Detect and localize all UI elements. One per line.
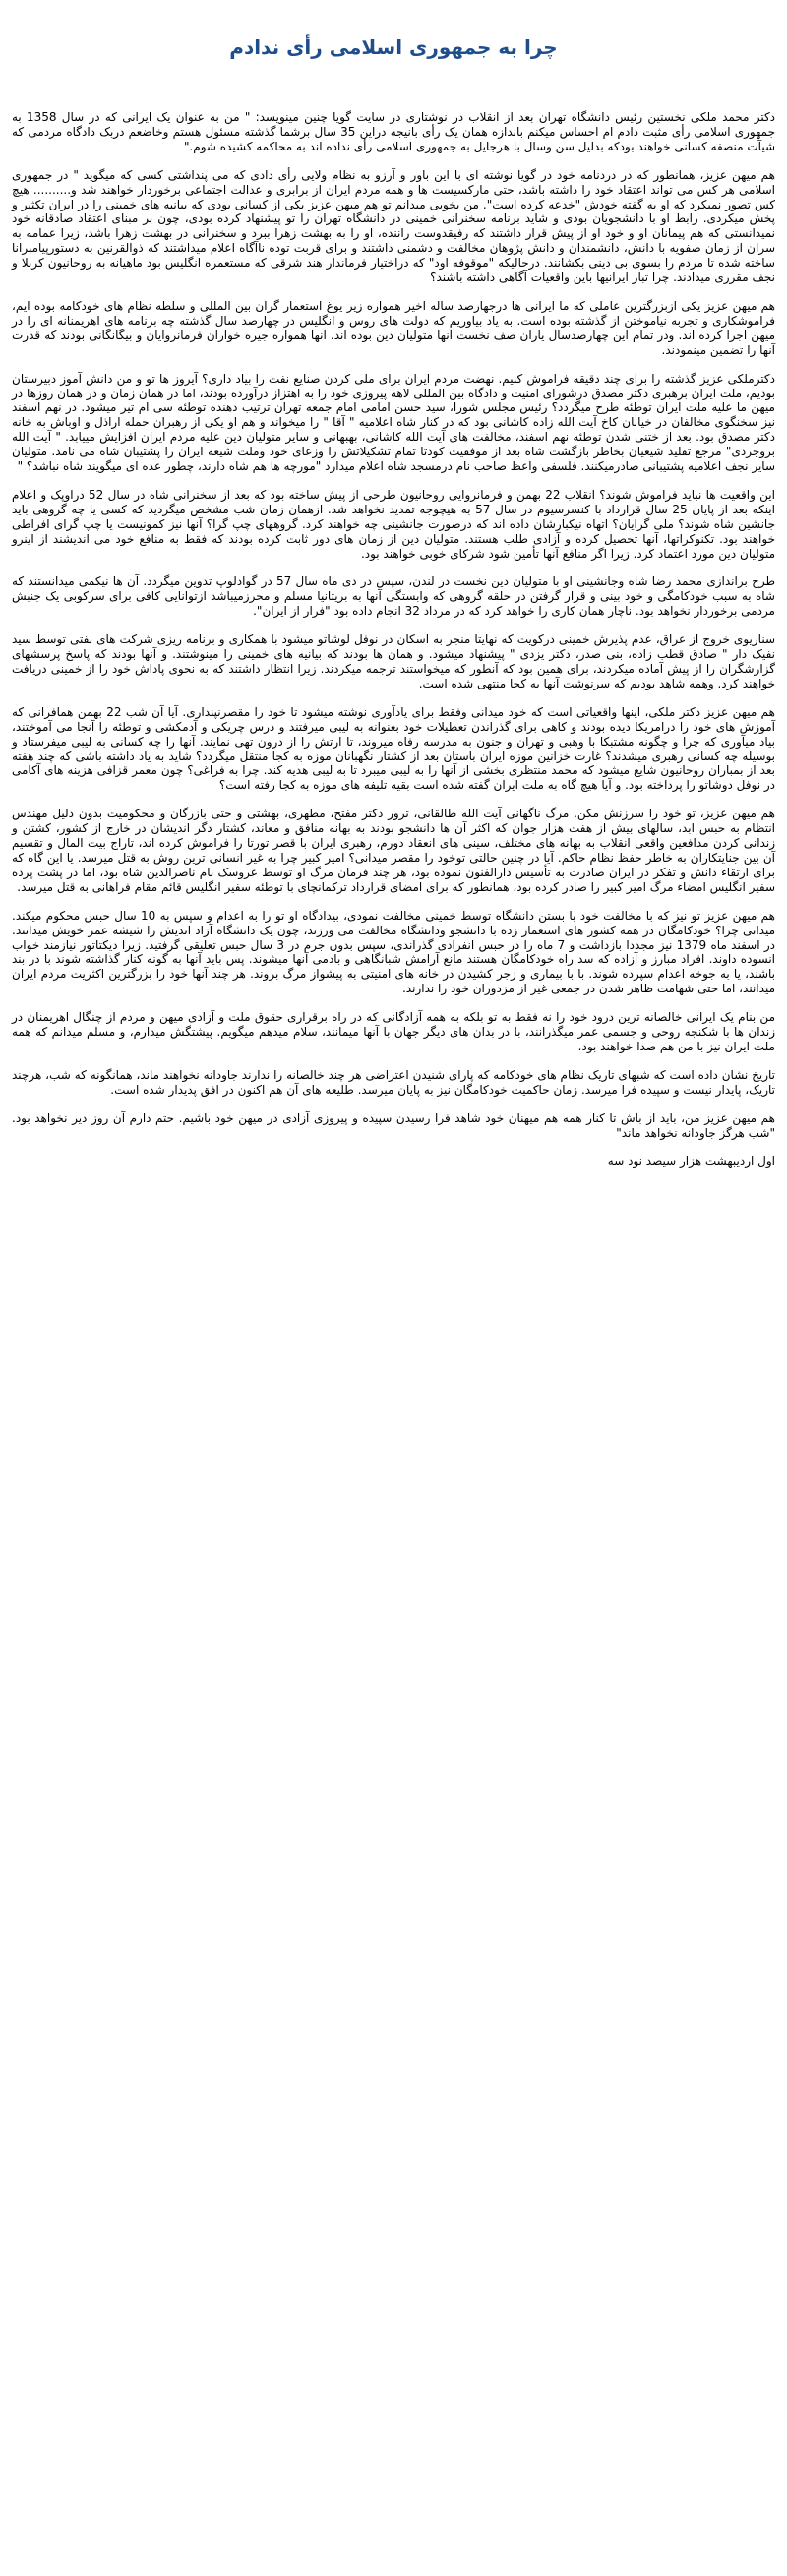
- paragraph-3: هم میهن عزیز یکی ازبزرگترین عاملی که ما ایرانی ها درجهارصد ساله اخیر همواره زیر یوغ استعمار گران بین المللی و سلطه نظام های خودکامه بوده ایم، فراموشکاری و تجربه نیاموختن از گذشته بوده است. به یاد بیاوریم که دولت های روس و انگلیس در چهارصد سال گذشته چه برنامه های اهریمنانه ای را در میهن اجرا کرده اند. ودر تمام این چهارصدسال یاران صف نخست آنها متولیان دین بوده اند. آنها همواره جیره خواران فرمانروایان و بیگانگانی بودند که قدرت آنها را تضمین مینمودند.: [12, 298, 775, 357]
- paragraph-7: سناریوی خروج از عراق، عدم پذیرش خمینی درکویت که نهایتا منجر به اسکان در نوفل لوشاتو میشود با همکاری و برنامه ریزی شرکت های نفتی توسط سید نفیک دار " صادق قطب زاده، بنی صدر، دکتر یزدی " پیشنهاد میشود. و همان ها بودند که بیانیه های خمینی را مینوشتند. و آنها بودند که پاسخ پرسشهای گزارشگران را از پیش آماده میکردند، برای همین بود که آنطور که میخواستند ترجمه میکردند. زیرا انتظار داشتند که به نحوی پاداش خود را از خمینی دریافت خواهند کرد. وهمه شاهد بودیم که سرنوشت آنها به کجا منتهی شده است.: [12, 632, 775, 690]
- paragraph-13: هم میهن عزیز من، باید از باش تا کنار همه هم میهنان خود شاهد فرا رسیدن سپیده و پیروزی آزادی در میهن خود باشیم. حتم دارم آن روز دیر نخواهد بود. "شب هرگز جاودانه نخواهد ماند": [12, 1110, 775, 1140]
- article-page: [0, 0, 787, 1168]
- paragraph-1: دکتر محمد ملکی نخستین رئیس دانشگاه تهران بعد از انقلاب در نوشتاری در سایت گویا چنین مینویسد: " من به عنوان یک ایرانی که در سال 1358 به جمهوری اسلامی رأی مثبت دادم ام احساس میکنم باندازه همان یک رأی بانیجه دراین 35 سال برشما گذشته مسئول هستم وخاضعم دربک دادگاه مردمی که شیآت منصفه کسانی خواهند بودکه بدلیل سن وسال با هرجایل به جمهوری اسلامی رأی نداده اند به محاکمه کشیده شوم.": [12, 110, 776, 153]
- paragraph-2: هم میهن عزیز، همانطور که در دردنامه خود در گویا نوشته ای با این باور و آرزو به نظام ولایی رأی دادی که می پنداشتی کسی که میگوید " در جمهوری اسلامی هر کس می تواند اعتقاد خود را داشته باشد، حتی مارکسیست ها و همه مردم ایران از برابری و عدالت اجتماعی برخوردار خواهند شد و.......... هیچ کس تصور نمیکرد که او به گفته خودش "خدعه کرده است". من بخوبی میدانم تو هم میهن عزیز یکی از کسانی بودی که بیانیه های خمینی را در ایران تکثیر و پخش میکردی. رابط او با دانشجویان بودی و شاید برنامه سخنرانی خمینی در دانشگاه تهران را تو پیشنهاد کرده بودی، چون بر مبنای اعتقاد صادقانه خود نمیدانستی که هم پیمانان او و خود او از پیش قرار داشتند که رفیقدوست راننده، او را به بهشت زهرا ببرد و سخنرانی در بهشت زهرا باشد، زیرا عمامه به سران از زمان صفویه با دانش، دانشمندان و دانش پژوهان مخالفت و دشمنی داشتند و برای قربت توده ناآگاه اعلام میداشتند که ذوالقرنین به دستورپیامبرانا ساخته شده تا مردم را بسوی بی دینی بکشانند. درحالیکه "موقوفه اود" که دراختیار فرماندار هند شرقی که مستعمره انگلیس بود ماهیانه به روحانیون کربلا و نجف مقرری میدادند. چرا تبار ایرانیها باین واقعیات آگاهی داشته باشند؟: [12, 167, 775, 285]
- article-date-signature: اول اردیبهشت هزار سیصد نود سه: [607, 1154, 775, 1168]
- paragraph-12: تاریخ نشان داده است که شبهای تاریک نظام های خودکامه که پارای شنیدن اعتراضی هر چند خالصانه را ندارند جاودانه نخواهند ماند، همانگونه که شب، هرچند تاریک، پایدار نیست و سپیده فرا میرسد. زمان حاکمیت خودکامگان نیز به پایان میرسد. طلیعه های آن هم اکنون در افق پدیدار شده است.: [12, 1067, 775, 1097]
- paragraph-11: من بنام یک ایرانی خالصانه ترین درود خود را نه فقط به تو بلکه به همه آزادگانی که در راه برقراری حقوق ملت و آزادی میهن و مردم از چنگال اهریمنان در زندان ها با شکنجه روحی و جسمی عمر میگذرانند، با در بدان های دیگر جهان با آنها میمانند، سلام میدهم میگویم. پیشتگش میدارم، و مسلم میدانم که همه ملت ایران نیز با من هم صدا خواهند بود.: [12, 1010, 775, 1053]
- article-body: [12, 110, 775, 1168]
- paragraph-4: دکترملکی عزیز گذشته را برای چند دقیقه فراموش کنیم. نهضت مردم ایران برای ملی کردن صنایع نفت را بیاد داری؟ آیروز ها تو و من دانش آموز دبیرستان بودیم، ملت ایران برهبری دکتر مصدق درشورای امنیت و دادگاه بین المللی لاهه پیروزی خود را به اهتزاز درآورده بودند، اما در همان زمان و در همان روزها در میهن ما علیه ملت ایران توطئه طرح میگردد؟ رئیس مجلس شورا، سید حسن امامی امام جمعه تهران ترتیب دهنده توطئه سی ام تیر میشود. در نهم اسفند نیز سخنگوی مخالفان در خیابان کاخ آیت الله زاده کاشانی بود که در کنار شاه اعلامیه " آقا " را میخواند و هم او یکی از رهبران حمله اراذل و اوباش به خانه دکتر مصدق بود. بعد از ختنی شدن توطئه نهم اسفند، مخالفت های آیت الله کاشانی، بهبهانی و سایر متولیان دین علیه مردم ایران افزایش مییابد. " آیت الله بروجردی" مرجع تقلید شیعیان بخاطر بازگشت شاه بعد از موفقیت کودتا تمام تشکیلاتش را وزعای خود وملت شیعه ایران را پشتیبان شاه می نامد. متولیان سایر نجف اعلامیه پشتیبانی صادرمیکنند. فلسفی واعظ صاحب نام درمسجد شاه اعلام میدارد "مورچه ها هم شاه دارند، چطور عده ای میگویند شاه نباشد؟ ": [12, 371, 775, 474]
- paragraph-5: این واقعیت ها نباید فراموش شوند؟ انقلاب 22 بهمن و فرمانروایی روحانیون طرحی از پیش ساخته بود که بعد از سخنرانی شاه در سال 52 دراوپک و اعلام اینکه بعد از پایان 25 سال قرارداد با کنسرسیوم در سال 57 به هیچوجه تمدید نخواهد شد. ازهمان زمان شب مشخص میگردید که کسی یا چه گروهی باید جانشین شاه شوند؟ ملی گرایان؟ اتهاه نیکبارشان داده اند که درصورت جانشینی چه خواهند کرد. گروههای چپ گرا؟ آنها نیز کمونیست یا چپ گرای افراطی خواهند بود. تکنوکراتها، آنها تحصیل کرده و آزادی طلب هستند. متولیان دین از زمان های دور ثابت کرده بودند که فقط به منافع خود می اندیشند از اینرو متولیان دین مورد اعتماد کرد. زیرا اگر منافع آنها تأمین شود شرکای خوبی خواهند بود.: [12, 487, 775, 561]
- paragraph-6: طرح براندازی محمد رضا شاه وجانشینی او با متولیان دین نخست در لندن، سپس در دی ماه سال 57 در گوادلوپ تدوین میگردد. آن ها نیکمی میدانستند که شاه به سبب خودکامگی و خود بینی و قرار گرفتن در حلقه گروهی که وابستگی آنها به بریتانیا مسلم و محرزمیباشد ازتوانایی کافی برای سرکوبی یک جنبش مردمی برخوردار نخواهد بود. ناچار همان کاری را خواهد کرد که در مرداد 32 انجام داده بود "فرار از ایران".: [12, 574, 775, 619]
- paragraph-10: هم میهن عزیز تو نیز که با مخالفت خود با بستن دانشگاه توسط خمینی مخالفت نمودی، بیدادگاه او تو را به اعدام و سپس به 10 سال حبس محکوم میکند. میدانی چرا؟ خودکامگان در همه کشور های استعمار زده با دانشجو ودانشگاه مخالفت می ورزند، چون یک دانشگاه آزاد اندیش را شیشه عمر خویش میدانند. در اسفند ماه 1379 نیز مجددا بازداشت و 7 ماه را در حبس انفرادی گذراندی، سپس بدون جرم در 3 سال حبس تعلیقی گرفتید. زیرا دیکتاتور نیازمند خواب انسوده داوند. افراد مبارز و آزاده که سد راه خودکامگان هستند مانع آرامش شبانگاهی و بادمی آنها میشوند. پس باید آنها به گونه کنار گذاشته شوند با در بند باشند، یا به جوخه اعدام سپرده شوند. با با بیماری و زجر کشیدن در خانه های امنیتی به پیشواز مرگ بروند. هر چند آنها خود را بزرگترین اکثریت مردم ایران میدانند، اما حتی شهامت ظاهر شدن در جمعی غیر از مزدوران خود را ندارند.: [12, 908, 775, 996]
- article-title: چرا به جمهوری اسلامی رأی ندادم: [229, 35, 558, 59]
- paragraph-9: هم میهن عزیز، تو خود را سرزنش مکن. مرگ ناگهانی آیت الله طالقانی، ترور دکتر مفتح، مطهری، بهشتی و حتی بازرگان و محکومیت بدون دلیل مهندس انتظام به حبس ابد، سالهای بیش از هفت هزار جوان که اکثر آن ها دانشجو بودند به بهانه منافق و معاند، کشتار دگر اندیشان در خارج از کشور، کشتن و زندانی کردن مدافعین واقعی انقلاب به بهانه های مختلف، سینی های انعقاد دورم، رهبری ایران با قصر تورتا را فراموش کرده اند، تاراج بیت المال و تقسیم آن بین جنایتکاران به خاطر حفظ نظام حاکم. آیا در چنین حالتی توخود را مقصر میدانی؟ امیر کبیر چرا به غیر انسانی ترین روش به قتل میرسد. یا این گاه که برای ارتقاء دانش و تفکر در ایران صادرت به تأسیس دارالفنون نموده بود، هر چند فرمان مرگ او توسط عروسک نام ناصرالدین شاه بود، اما در پشت پرده سفیر انگلیس امضاء مرگ امیر کبیر را صادر کرده بود، همانطور که برای امضای قرارداد ترکمانچای با توطئه سفیر انگلیس قائم مقام فراهانی به قتل میرسد.: [12, 807, 775, 894]
- paragraph-8: هم میهن عزیز دکتر ملکی، اینها واقعیاتی است که خود میدانی وفقط برای یادآوری نوشته میشود تا خود را مقصرنپنداری. آیا آن شب 22 بهمن همافرانی که آموزش های خود را درامریکا دیده بودند و کاهی برای گذراندن تعطیلات خود بعنوانه به لیبی میرفتند و درس چریکی و آدمکشی و توطئه را آنجا می آموختند، بیاد میآوری که چرا و چگونه مشتبکا با وهبی و تهران و جنون به مدرسه رفاه میروند، تا ارتش را از درون تهی نمایند. آنها را چه کسانی به لیبی میفرستاد و بوسیله چه کسانی رهبری میشدند؟ غارت خزانین موزه ایران باستان بعد از کشتار نگهبانان موزه به کجا منتقل میگردد؟ شاید به یاد داشته باشی که چند هفته بعد از بمباران روحانیون شایع میشود که محمد منتظری بخشی از آنها را به لیبی میبرد تا به لیبی هدیه کند. چرا به فراغی؟ چون معمر قزافی هزینه های آکامی در نوفل دوشاتو را پرداخته بود. و آیا هیچ گاه به ملت ایران گفته شده است بقیه تلیفه های موزه به کجا رفته است؟: [12, 704, 775, 793]
